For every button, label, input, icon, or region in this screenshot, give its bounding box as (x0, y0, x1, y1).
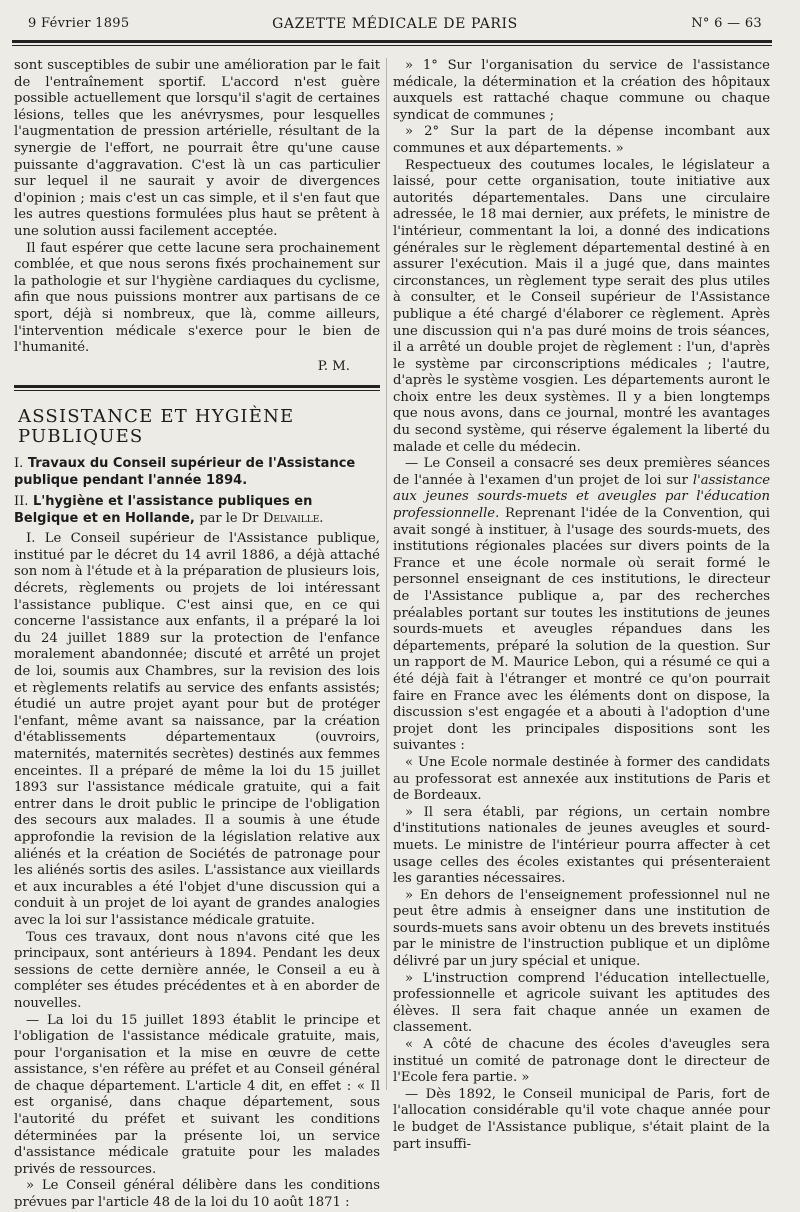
subheading-number: II. (14, 494, 29, 510)
paragraph: » 2° Sur la part de la dépense incombant aux communes et aux départements. » (393, 124, 770, 156)
subheading-text: Travaux du Conseil supérieur de l'Assistance publique pendant l'année 1894. (14, 456, 356, 489)
paragraph: I. Le Conseil supérieur de l'Assistance publique, institué par le décret du 14 avril 1886, a déjà attaché son nom à l'étude et à la préparation de plusieurs lois, décrets, règlements ou projets de loi intéressant l'assistance publique. C'est ainsi que, en ce qui concerne l'assistance aux enfants, il a préparé la loi du 24 juillet 1889 sur la protection de l'enfance moralement abandonnée; discuté et arrêté un projet de loi, soumis aux Chambres, sur la revision des lois et règlements relatifs au service des enfants assistés; étudié un autre projet ayant pour but de protéger l'enfant, même avant sa naissance, par la création d'établissements départementaux (ouvroirs, maternités, maternités secrètes) destinés aux femmes enceintes. Il a préparé de même la loi du 15 juillet 1893 sur l'assistance médicale gratuite, qui a fait entrer dans le droit public le principe de l'obligation des secours aux malades. Il a soumis à une étude approfondie la revision de la législation relative aux aliénés et la création de Sociétés de patronage pour les aliénés sortis des asiles. L'assistance aux vieillards et aux incurables a été l'objet d'une discussion qui a conduit à un projet de loi ayant de grandes analogies avec la loi sur l'assistance médicale gratuite. (14, 531, 380, 928)
column-divider (386, 58, 387, 1090)
header-page-number: N° 6 — 63 (691, 16, 762, 31)
signature: P. M. (317, 358, 350, 374)
subheading-number: I. (14, 456, 24, 472)
paragraph-text: Reprenant l'idée de la Convention, qui avait songé à instituer, à l'usage des sourds-muets, des institutions régionales placées sur divers points de la France et une école normale où serait formé le personnel enseignant de ces institutions, le directeur de l'Assistance publique a, par des recherches préalables portant sur toutes les institutions de jeunes sourds-muets et aveugles répandues dans les départements, préparé la solution de la question. Sur un rapport de M. Maurice Lebon, qui a résumé ce qui a été déjà fait à l'étranger et montré ce qu'on pourrait faire en France avec les éléments dont on dispose, la discussion s'est engagée et a abouti à l'adoption d'une projet dont les principales dispositions sont les suivantes : (393, 506, 770, 754)
subheading (14, 455, 380, 489)
law-title-italic: l'assistance aux jeunes sourds-muets et aveugles par l'éducation professionnelle. (393, 472, 770, 522)
paragraph: — La loi du 15 juillet 1893 établit le principe et l'obligation de l'assistance médicale gratuite, mais, pour l'organisation et la mise en œuvre de cette assistance, s'en réfère au préfet et au Conseil général de chaque département. L'article 4 dit, en effet : « Il est organisé, dans chaque département, sous l'autorité du préfet et suivant les conditions déterminées par la présente loi, un service d'assistance médicale gratuite pour les malades privés de ressources. (14, 1012, 380, 1177)
header-date: 9 Février 1895 (28, 16, 130, 31)
section-separator (14, 385, 380, 391)
paragraph-text: — Le Conseil a consacré ses deux premières séances de l'année à l'examen d'un projet de loi sur (393, 456, 770, 488)
subheading (14, 493, 380, 527)
journal-title: GAZETTE MÉDICALE DE PARIS (272, 16, 518, 32)
subheading-author: Delvaille. (262, 511, 324, 527)
page-header (28, 14, 762, 38)
right-column (393, 58, 770, 1152)
paragraph: Tous ces travaux, dont nous n'avons cité que les principaux, sont antérieurs à 1894. Pendant les deux sessions de cette dernière année, le Conseil a eu à compléter ses études précédentes et à en aborder de nouvelles. (14, 929, 380, 1011)
paragraph (393, 456, 770, 755)
paragraph: « A côté de chacune des écoles d'aveugles sera institué un comité de patronage dont le directeur de l'Ecole fera partie. » (393, 1037, 770, 1086)
header-rule-thin (12, 45, 772, 46)
paragraph: » L'instruction comprend l'éducation intellectuelle, professionnelle et agricole suivant les aptitudes des élèves. Il sera fait chaque année un examen de classement. (393, 970, 770, 1036)
paragraph: Il faut espérer que cette lacune sera prochainement comblée, et que nous serons fixés prochainement sur la pathologie et sur l'hygiène cardiaques du cyclisme, afin que nous puissions montrer aux partisans de ce sport, déjà si nombreux, que là, comme ailleurs, l'intervention médicale s'exerce pour le bien de l'humanité. (14, 240, 380, 356)
section-title: ASSISTANCE ET HYGIÈNE PUBLIQUES (18, 406, 295, 448)
paragraph: Respectueux des coutumes locales, le législateur a laissé, pour cette organisation, toute initiative aux autorités départementales. Dans une circulaire adressée, le 18 mai dernier, aux préfets, le ministre de l'intérieur, commentant la loi, a donné des indications générales sur le règlement départemental destiné à en assurer l'exécution. Mais il a jugé que, dans maintes circonstances, un règlement type serait des plus utiles à consulter, et le Conseil supérieur de l'Assistance publique a été chargé d'élaborer ce règlement. Après une discussion qui n'a pas duré moins de trois séances, il a arrêté un double projet de règlement : l'un, d'après le système par circonscriptions médicales ; l'autre, d'après le système vosgien. Les départements auront le choix entre les deux systèmes. Il y a bien longtemps que nous avons, dans ce journal, montré les avantages du second système, qui réserve également la liberté du malade et celle du médecin. (393, 157, 770, 455)
paragraph: » 1° Sur l'organisation du service de l'assistance médicale, la détermination et la création des hôpitaux auxquels est rattaché chaque commune ou chaque syndicat de communes ; (393, 58, 770, 123)
paragraph: « Une Ecole normale destinée à former des candidats au professorat est annexée aux institutions de Paris et de Bordeaux. (393, 754, 770, 804)
subheading-text: L'hygiène et l'assistance publiques en Belgique et en Hollande, (14, 494, 313, 527)
paragraph: » En dehors de l'enseignement professionnel nul ne peut être admis à enseigner dans une institution de sourds-muets sans avoir obtenu un des brevets institués par le ministre de l'instruction publique et un diplôme délivré par un jury spécial et unique. (393, 887, 770, 970)
left-column (14, 58, 380, 1211)
paragraph: sont susceptibles de subir une amélioration par le fait de l'entraînement sportif. L'accord n'est guère possible actuellement que lorsqu'il s'agit de certaines lésions, telles que les anévrysmes, pour lesquelles l'augmentation de pression artérielle, résultant de la synergie de l'effort, ne pourrait être qu'une cause puissante d'aggravation. C'est là un cas particulier sur lequel il ne saurait y avoir de divergences d'opinion ; mais c'est un cas simple, et il s'en faut que les autres questions formulées plus haut se prêtent à une solution aussi facilement acceptée. (14, 58, 380, 239)
header-rule-thick (12, 40, 772, 43)
paragraph: — Dès 1892, le Conseil municipal de Paris, fort de l'allocation considérable qu'il vote chaque année pour le budget de l'Assistance publique, s'était plaint de la part insuffi- (393, 1086, 770, 1152)
paragraph: » Il sera établi, par régions, un certain nombre d'institutions nationales de jeunes aveugles et sourd-muets. Le ministre de l'intérieur pourra affecter à cet usage celles des écoles existantes qui présenteraient les garanties nécessaires. (393, 804, 770, 887)
paragraph: » Le Conseil général délibère dans les conditions prévues par l'article 48 de la loi du 10 août 1871 : (14, 1178, 380, 1211)
subheading-by: par le Dr (199, 511, 259, 527)
